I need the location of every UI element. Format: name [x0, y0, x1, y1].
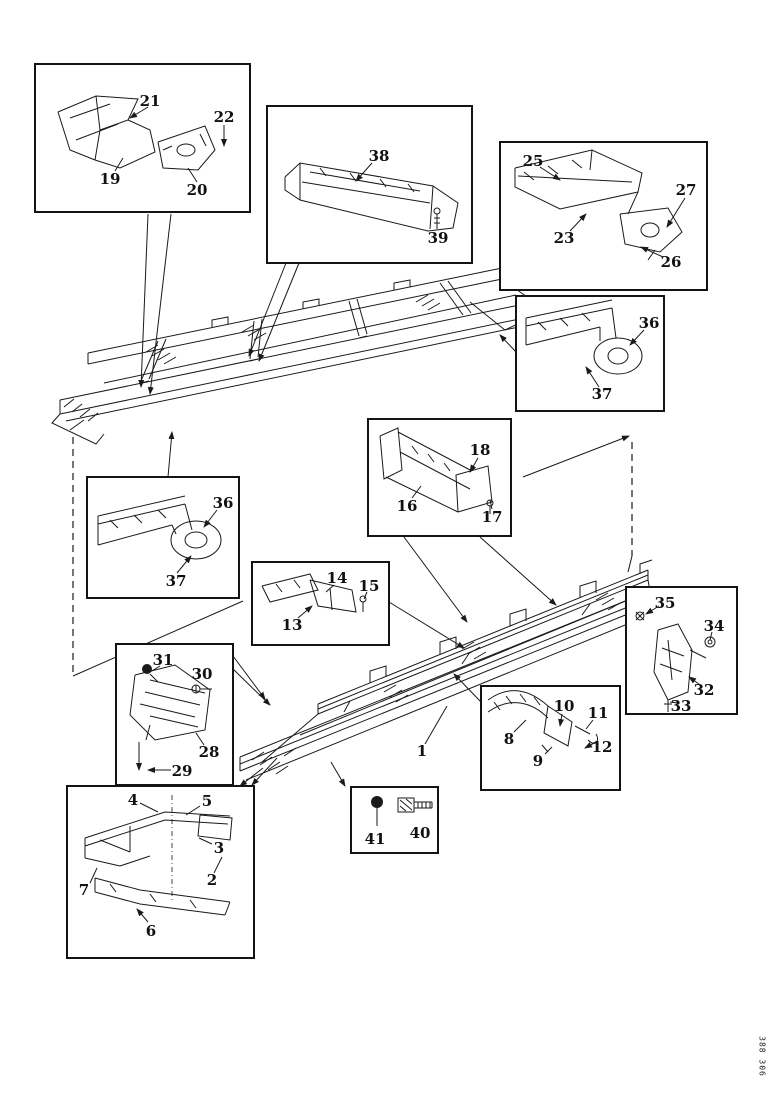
callout-19: 19: [99, 170, 121, 188]
callout-13: 13: [281, 616, 303, 634]
callout-8: 8: [503, 730, 515, 748]
callout-35: 35: [654, 594, 676, 612]
callout-40: 40: [409, 824, 431, 842]
callout-20: 20: [186, 181, 208, 199]
callout-26: 26: [660, 253, 682, 271]
callout-15: 15: [358, 577, 380, 595]
callout-29: 29: [171, 762, 193, 780]
callout-7: 7: [78, 881, 90, 899]
callout-30: 30: [191, 665, 213, 683]
figure-id-label: 388 306: [757, 1036, 767, 1077]
callout-11: 11: [587, 704, 609, 722]
callout-10: 10: [553, 697, 575, 715]
callout-23: 23: [553, 229, 575, 247]
callout-21: 21: [139, 92, 161, 110]
callout-22: 22: [213, 108, 235, 126]
box-19-22: [35, 64, 250, 212]
callout-25: 25: [522, 152, 544, 170]
callout-4: 4: [127, 791, 139, 809]
callout-37-left: 37: [165, 572, 187, 590]
callout-38: 38: [368, 147, 390, 165]
callout-18: 18: [469, 441, 491, 459]
callout-33: 33: [670, 697, 692, 715]
callout-3: 3: [213, 839, 225, 857]
callout-41: 41: [364, 830, 386, 848]
callout-12: 12: [591, 738, 613, 756]
callout-1: 1: [416, 742, 428, 760]
box-13-15: [252, 562, 389, 645]
callout-2: 2: [206, 871, 218, 889]
callout-9: 9: [532, 752, 544, 770]
callout-36-left: 36: [212, 494, 234, 512]
callout-16: 16: [396, 497, 418, 515]
callout-36-right: 36: [638, 314, 660, 332]
callout-14: 14: [326, 569, 348, 587]
callout-6: 6: [145, 922, 157, 940]
detail-box-frames: [35, 64, 737, 958]
callout-34: 34: [703, 617, 725, 635]
callout-27: 27: [675, 181, 697, 199]
callout-5: 5: [201, 792, 213, 810]
callout-17: 17: [481, 508, 503, 526]
upper-frame-assembly: [52, 268, 538, 444]
callout-31: 31: [152, 651, 174, 669]
callout-37-right: 37: [591, 385, 613, 403]
callout-28: 28: [198, 743, 220, 761]
callout-32: 32: [693, 681, 715, 699]
callout-39: 39: [427, 229, 449, 247]
